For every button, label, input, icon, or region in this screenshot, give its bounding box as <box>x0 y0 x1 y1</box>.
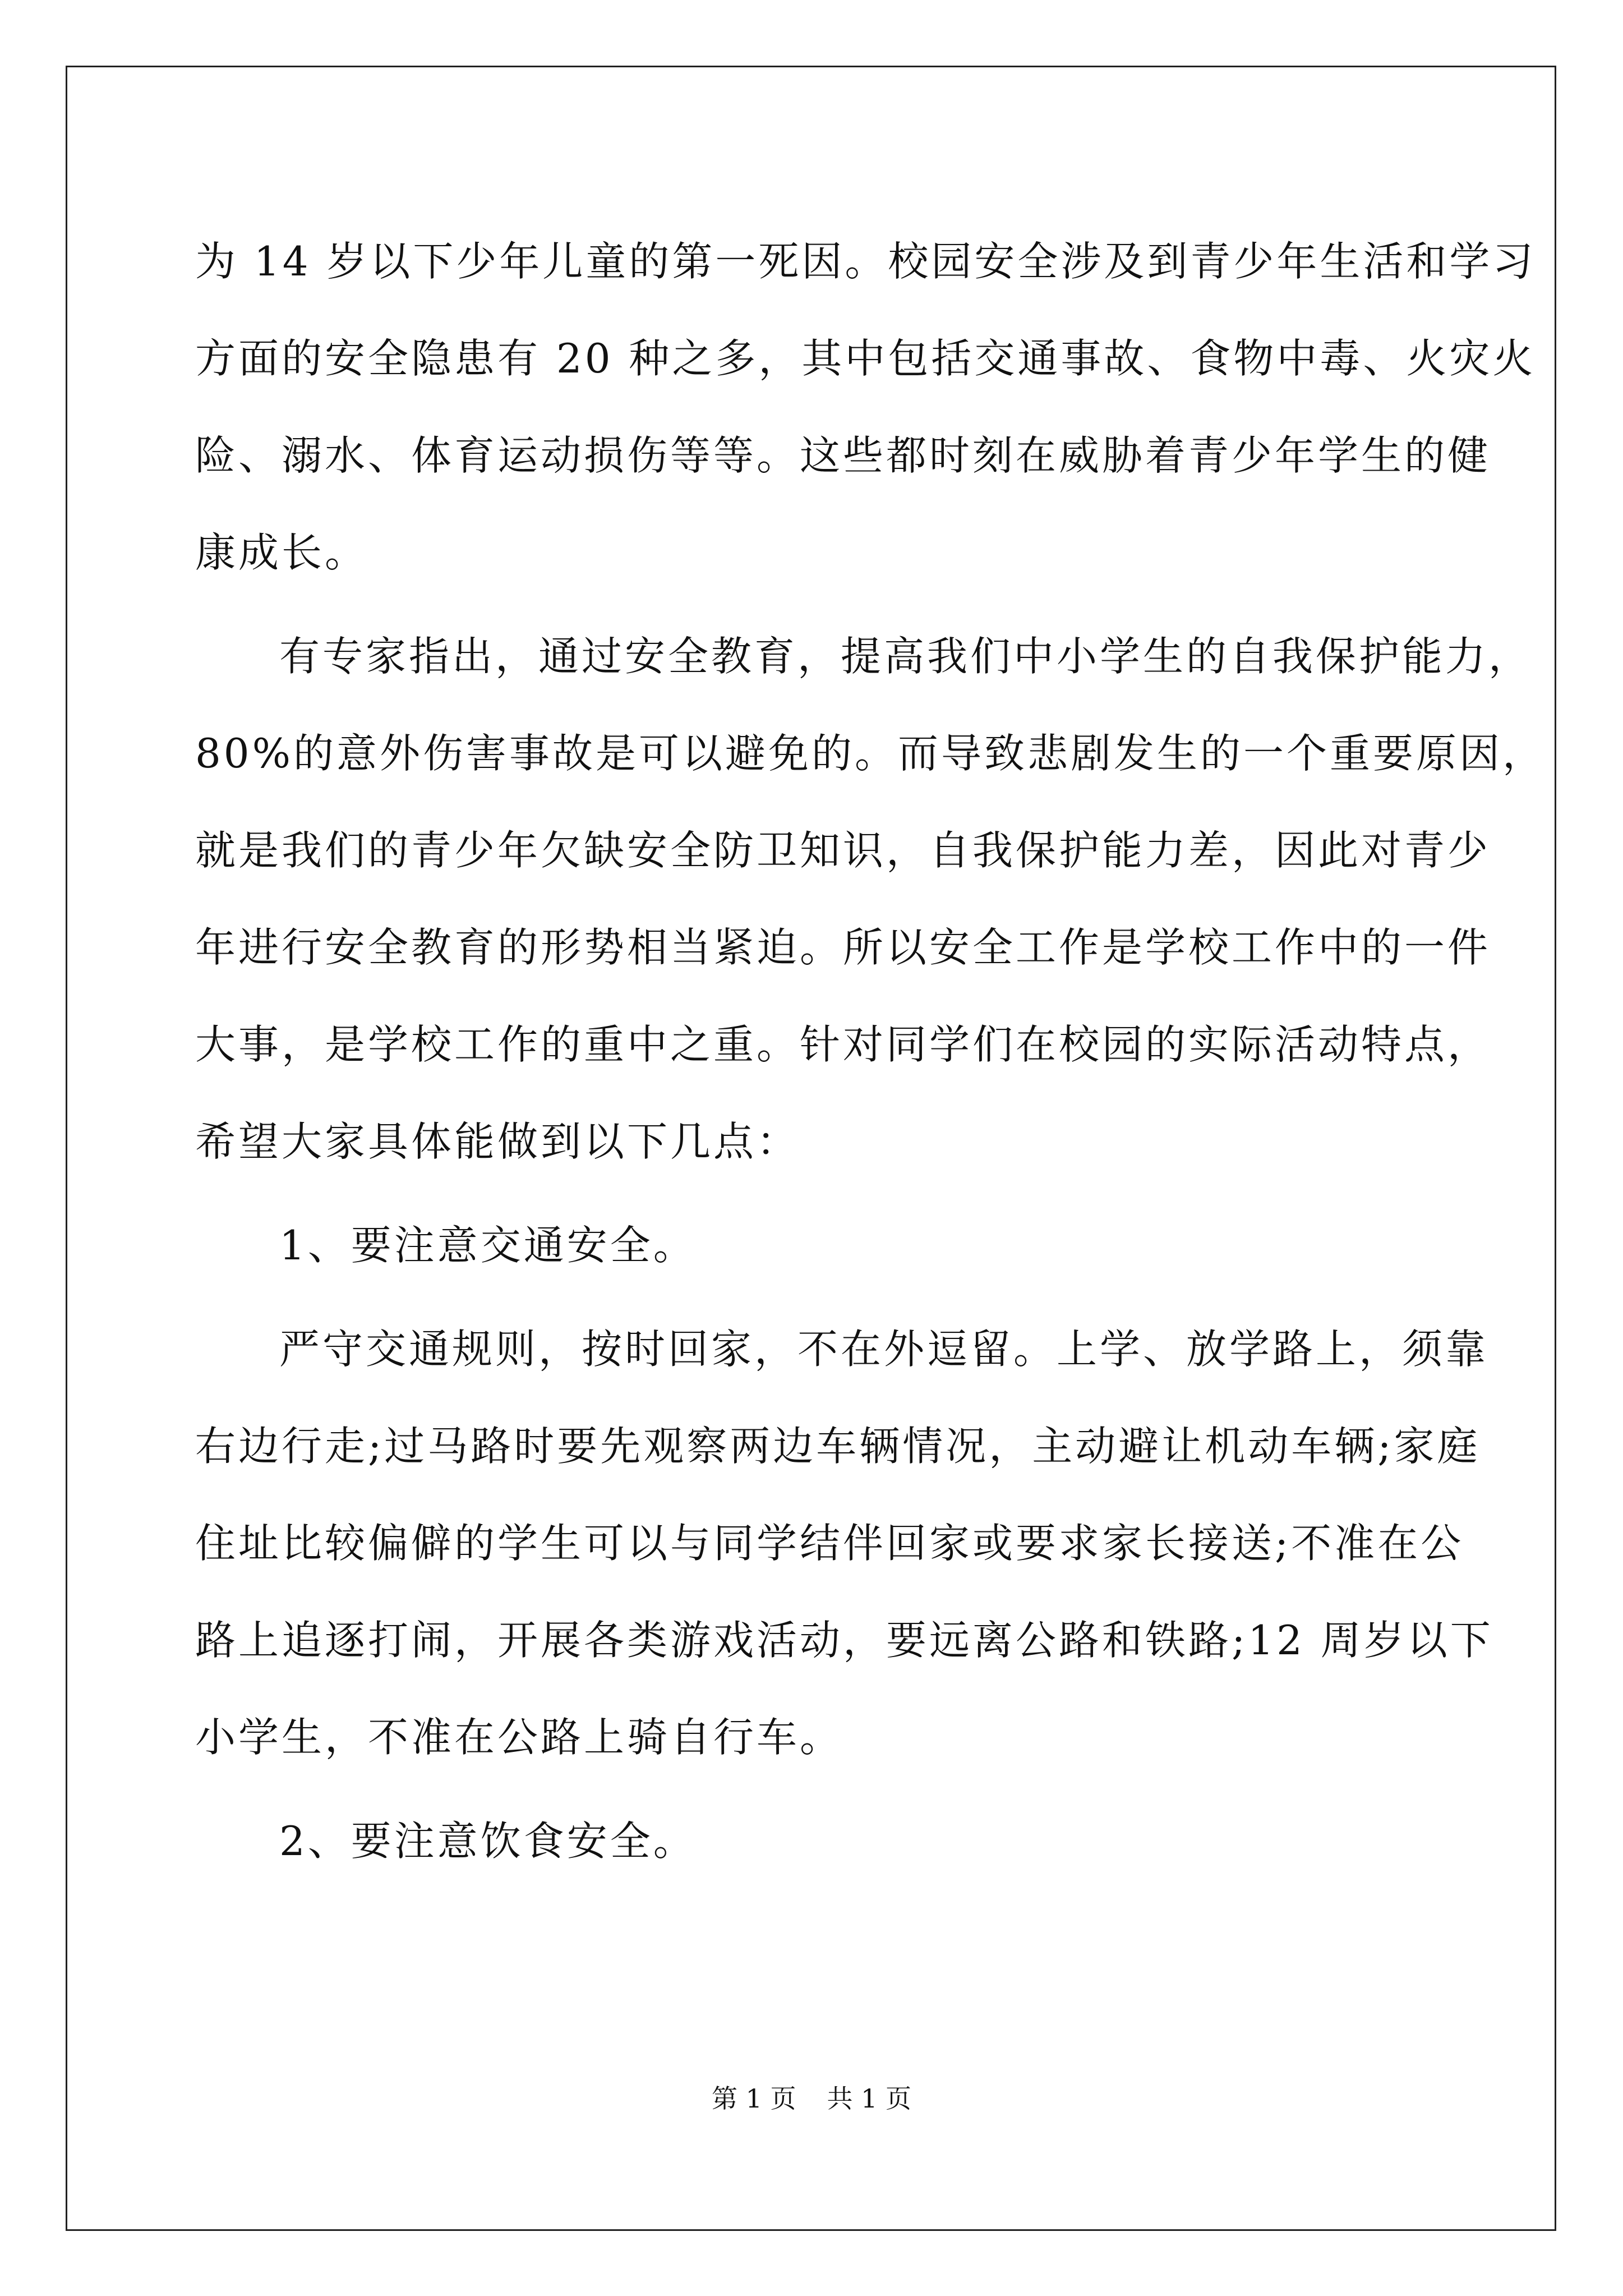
paragraph-line: 有专家指出，通过安全教育，提高我们中小学生的自我保护能力， <box>279 633 1532 680</box>
paragraph-line: 险、溺水、体育运动损伤等等。这些都时刻在威胁着青少年学生的健 <box>195 432 1491 479</box>
paragraph-line: 住址比较偏僻的学生可以与同学结伴回家或要求家长接送;不准在公 <box>195 1520 1464 1567</box>
page-total: 共 1 页 <box>827 2083 912 2114</box>
paragraph-line: 大事，是学校工作的重中之重。针对同学们在校园的实际活动特点， <box>195 1021 1491 1068</box>
paragraph-line: 方面的安全隐患有 20 种之多，其中包括交通事故、食物中毒、火灾火 <box>195 335 1536 382</box>
section-heading: 2、要注意饮食安全。 <box>279 1818 697 1865</box>
section-heading: 1、要注意交通安全。 <box>279 1222 697 1269</box>
paragraph-line: 希望大家具体能做到以下几点： <box>195 1118 800 1165</box>
page-number: 第 1 页 <box>711 2083 796 2114</box>
document-body <box>195 213 1546 1890</box>
paragraph-line: 右边行走;过马路时要先观察两边车辆情况，主动避让机动车辆;家庭 <box>195 1423 1481 1470</box>
page-footer <box>0 2078 1623 2115</box>
paragraph-line: 为 14 岁以下少年儿童的第一死因。校园安全涉及到青少年生活和学习 <box>195 238 1536 285</box>
paragraph-line: 就是我们的青少年欠缺安全防卫知识，自我保护能力差，因此对青少 <box>195 827 1491 874</box>
paragraph-line: 80%的意外伤害事故是可以避免的。而导致悲剧发生的一个重要原因， <box>195 730 1546 777</box>
paragraph-line: 路上追逐打闹，开展各类游戏活动，要远离公路和铁路;12 周岁以下 <box>195 1617 1493 1664</box>
paragraph-line: 小学生，不准在公路上骑自行车。 <box>195 1714 843 1761</box>
paragraph-line: 严守交通规则，按时回家，不在外逗留。上学、放学路上，须靠 <box>279 1326 1489 1373</box>
paragraph-line: 康成长。 <box>195 529 368 576</box>
paragraph-line: 年进行安全教育的形势相当紧迫。所以安全工作是学校工作中的一件 <box>195 924 1491 971</box>
